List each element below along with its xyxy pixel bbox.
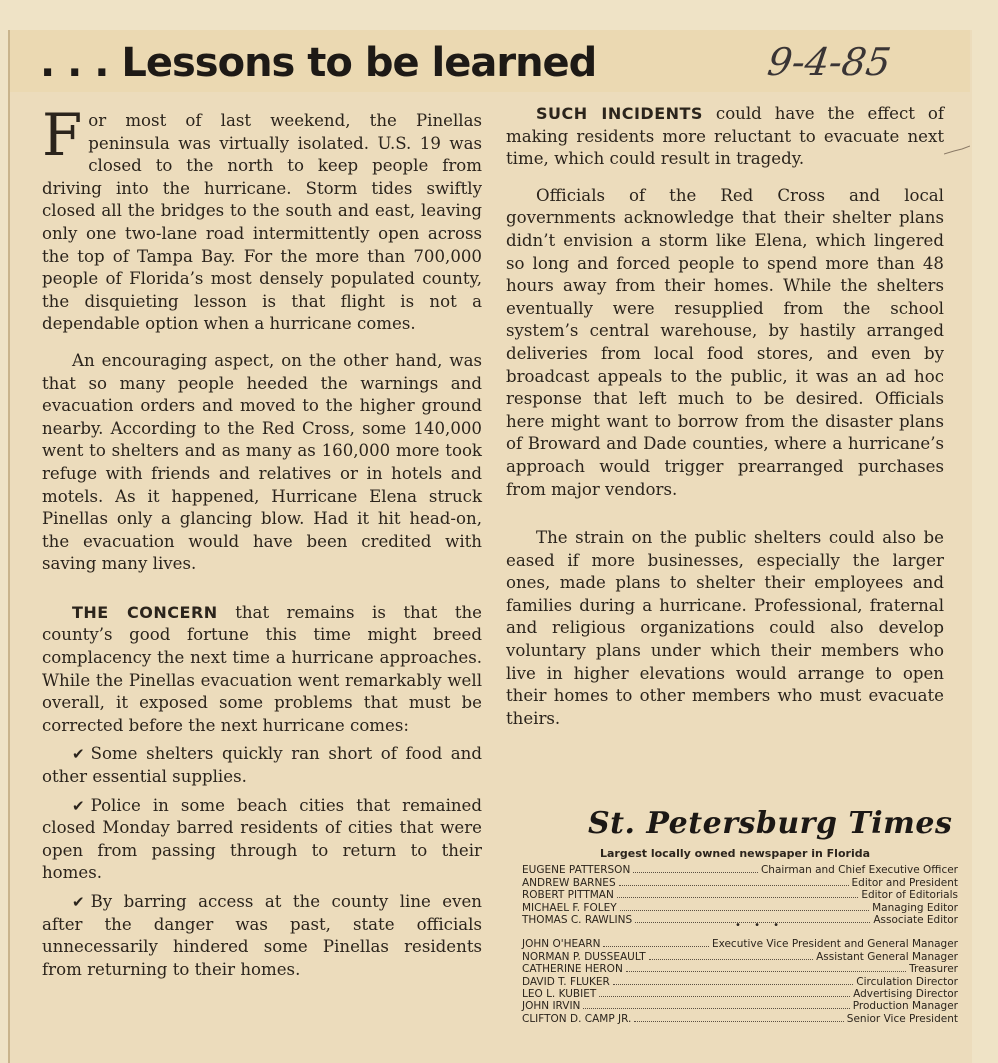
staff-title: Editor and President bbox=[851, 876, 958, 889]
paragraph-4 bbox=[506, 103, 944, 171]
staff-title: Managing Editor bbox=[872, 901, 958, 914]
staff-name: JOHN IRVIN bbox=[522, 1000, 581, 1013]
staff-title: Circulation Director bbox=[856, 975, 958, 988]
check-mark-icon: ✔ bbox=[72, 745, 85, 764]
staff-row bbox=[522, 889, 958, 901]
staff-name: ROBERT PITTMAN bbox=[522, 889, 614, 902]
staff-name: THOMAS C. RAWLINS bbox=[522, 913, 633, 926]
staff-row bbox=[522, 950, 958, 962]
staff-title: Production Manager bbox=[852, 1000, 958, 1013]
staff-row bbox=[522, 988, 958, 1000]
management-list bbox=[522, 938, 958, 1025]
newspaper-logo: St. Petersburg Times bbox=[588, 806, 953, 841]
staff-name: DAVID T. FLUKER bbox=[522, 975, 610, 988]
paragraph-4-text: could have the effect of making residents more reluctant to evacuate next time, which could result in tragedy. bbox=[506, 104, 945, 169]
drop-cap: F bbox=[42, 101, 83, 169]
staff-name: CLIFTON D. CAMP JR. bbox=[522, 1012, 632, 1025]
bullet-item bbox=[42, 795, 482, 885]
bullet-text: Some shelters quickly ran short of food and other essential supplies. bbox=[42, 744, 482, 787]
staff-title: Associate Editor bbox=[873, 913, 958, 926]
staff-name: EUGENE PATTERSON bbox=[522, 864, 631, 877]
staff-name: LEO L. KUBIET bbox=[522, 987, 597, 1000]
staff-title: Chairman and Chief Executive Officer bbox=[760, 864, 958, 877]
headline: . . . Lessons to be learned bbox=[40, 40, 597, 86]
staff-title: Executive Vice President and General Manager bbox=[711, 938, 958, 951]
check-mark-icon: ✔ bbox=[72, 893, 85, 911]
staff-row bbox=[522, 901, 958, 913]
paragraph-5: Officials of the Red Cross and local governments acknowledge that their shelter plans didn’t envision a storm like Elena, which lingered so long and forced people to spend more than 48 hours away from their homes. While the shelters eventually were resupplied from the school system’s central warehouse, by hastily arranged deliveries from local food stores, and even by broadcast appeals to the public, it was an ad hoc response that left much to be desired. Officials here might want to borrow from the disaster plans of Broward and Dade counties, where a hurricane’s approach would trigger prearranged purchases from major vendors. bbox=[506, 185, 944, 499]
staff-name: ANDREW BARNES bbox=[522, 876, 616, 889]
bullet-text: Police in some beach cities that remained closed Monday barred residents of cities that were open from passing through to return to their homes. bbox=[42, 795, 482, 883]
paragraph-6: The strain on the public shelters could also be eased if more businesses, especially the larger ones, made plans to shelter their employees and families during a hurricane. Professional, fraternal and religious organizations could also develop voluntary plans under which their members who live in higher elevations would arrange to open their homes to other members who must evacuate theirs. bbox=[506, 528, 944, 728]
handwritten-date: 9-4-85 bbox=[764, 40, 894, 84]
staff-title: Advertising Director bbox=[853, 987, 958, 1000]
check-mark-icon: ✔ bbox=[72, 796, 85, 815]
staff-title: Senior Vice President bbox=[846, 1012, 958, 1025]
staff-row bbox=[522, 938, 958, 950]
article-column-left bbox=[42, 101, 482, 981]
bullet-item bbox=[42, 891, 482, 981]
paragraph-4-lead: SUCH INCIDENTS bbox=[536, 104, 703, 123]
staff-row bbox=[522, 1000, 958, 1012]
staff-name: MICHAEL F. FOLEY bbox=[522, 901, 617, 914]
staff-row bbox=[522, 963, 958, 975]
paragraph-3-lead: THE CONCERN bbox=[72, 602, 218, 622]
article-column-right bbox=[506, 103, 944, 730]
staff-row bbox=[522, 1012, 958, 1024]
staff-row bbox=[522, 876, 958, 888]
staff-row bbox=[522, 975, 958, 987]
paragraph-3 bbox=[42, 602, 482, 738]
paragraph-2: An encouraging aspect, on the other hand, was that so many people heeded the warnings and evacuation orders and moved to the higher ground nearby. According to the Red Cross, some 140,000 went to shelters and as many as 160,000 more took refuge with friends and relatives or in hotels and motels. As it happened, Hurricane Elena struck Pinellas only a glancing blow. Had it hit head-on, the evacuation would have been credited with saving many lives. bbox=[42, 350, 482, 574]
tear-mark bbox=[944, 140, 970, 160]
staff-row bbox=[522, 864, 958, 876]
staff-name: NORMAN P. DUSSEAULT bbox=[522, 950, 646, 963]
staff-title: Assistant General Manager bbox=[816, 950, 958, 963]
newspaper-tagline: Largest locally owned newspaper in Florida bbox=[600, 847, 871, 860]
bullet-text: By barring access at the county line even after the danger was past, state officials unnecessarily hindered some Pinellas residents from returning to their homes. bbox=[42, 892, 482, 979]
staff-name: JOHN O'HEARN bbox=[522, 938, 601, 951]
paragraph-1 bbox=[42, 101, 482, 336]
paragraph-3-text: that remains is that the county’s good fortune this time might breed complacency the next time a hurricane approaches. While the Pinellas evacuation went remarkably well overall, it exposed some problems that must be corrected before the next hurricane comes: bbox=[42, 602, 482, 735]
staff-name: CATHERINE HERON bbox=[522, 963, 623, 976]
staff-title: Treasurer bbox=[909, 963, 958, 976]
bullet-item bbox=[42, 743, 482, 788]
masthead-separator: • • • bbox=[735, 920, 785, 931]
paragraph-1-text: or most of last weekend, the Pinellas peninsula was virtually isolated. U.S. 19 was closed to the north to keep people from driving into the hurricane. Storm tides swiftly closed all the bridges to the south and east, leaving only one two-lane road intermittently open across the top of Tampa Bay. For the more than 700,000 people of Florida’s most densely populated county, the disquieting lesson is that flight is not a dependable option when a hurricane comes. bbox=[42, 111, 482, 334]
staff-title: Editor of Editorials bbox=[861, 889, 958, 902]
editors-list bbox=[522, 864, 958, 926]
